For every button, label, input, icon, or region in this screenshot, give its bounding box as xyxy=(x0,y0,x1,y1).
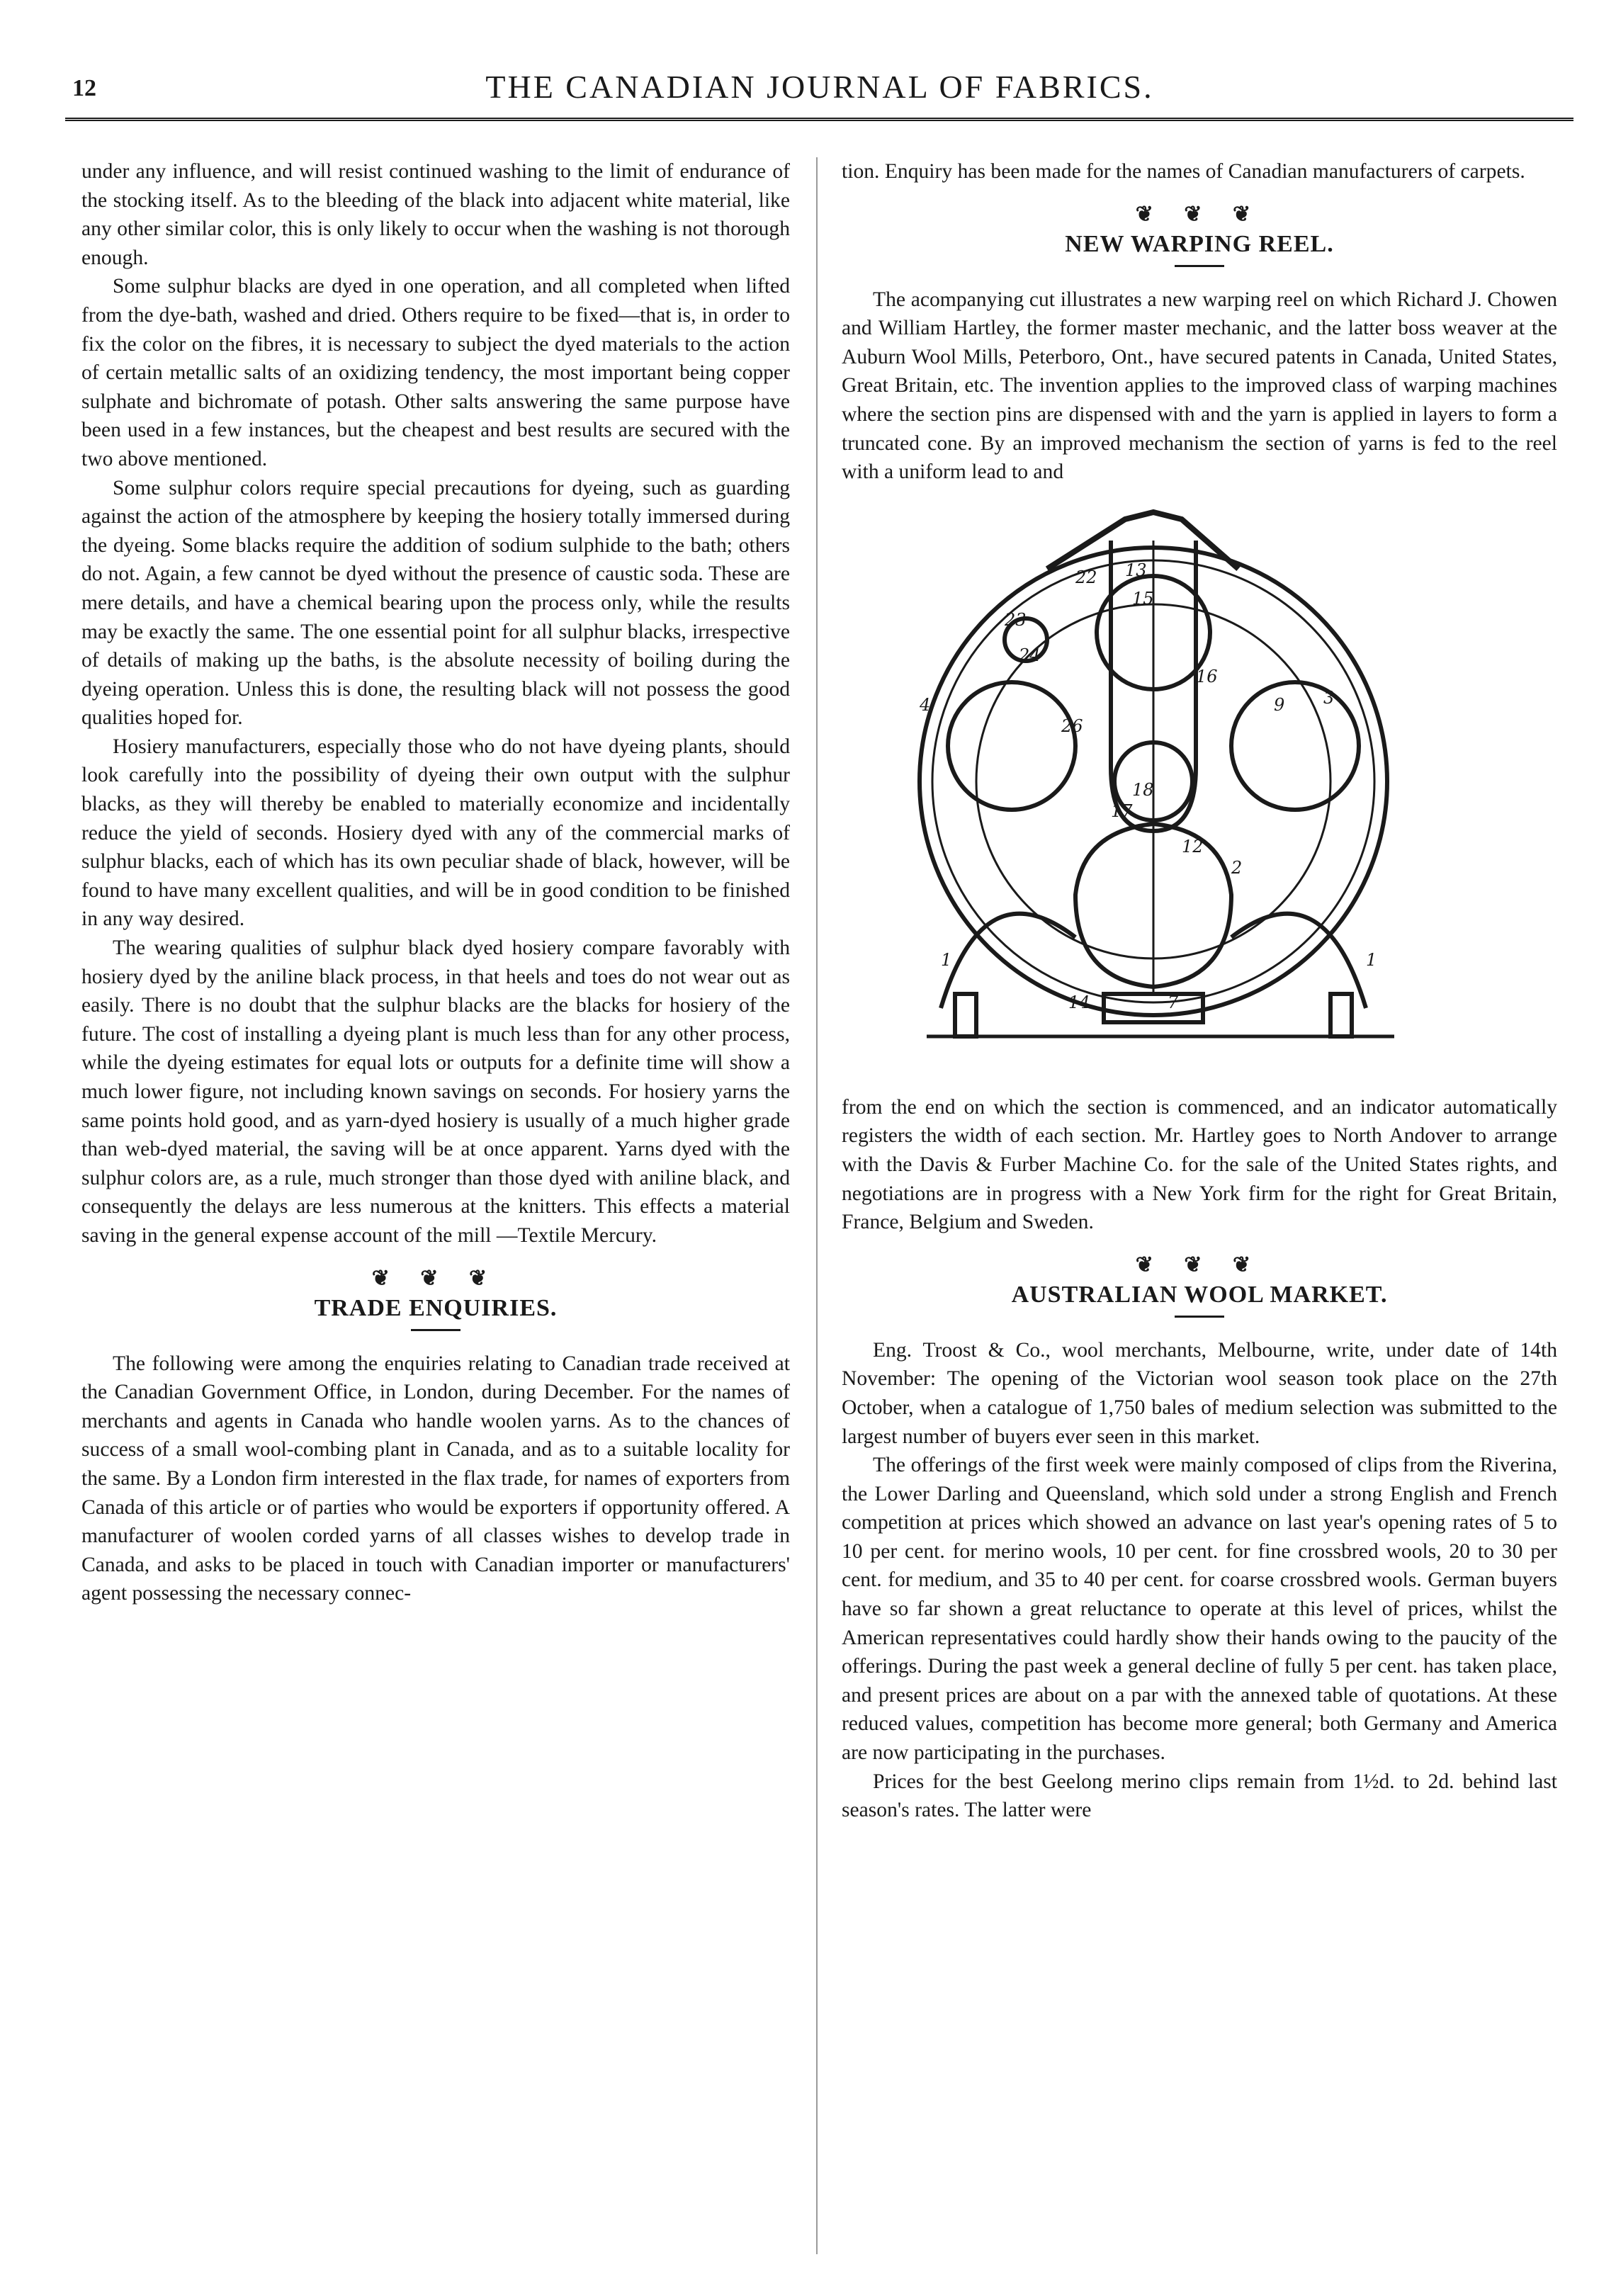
journal-title: THE CANADIAN JOURNAL OF FABRICS. xyxy=(485,69,1154,105)
figure-part-label: 17 xyxy=(1111,801,1133,821)
article-paragraph: The following were among the enquiries relating to Canadian trade received at the Canadian Government Office, in London, during December. For the names of merchants and agents in Canada who handle woolen yarns. As to the chances of success of a small wool-combing plant in Canada, and as to a suitable locality for the same. By a London firm interested in the flax trade, for names of exporters from Canada of this article or of parties who would be exporters if opportunity offered. A manufacturer of woolen corded yarns of all classes wishes to develop trade in Canada, and asks to be placed in touch with Canadian importer or manufacturers' agent possessing the necessary connec- xyxy=(81,1352,790,1605)
figure-part-label: 14 xyxy=(1068,992,1090,1012)
article-paragraph: The wearing qualities of sulphur black dyed hosiery compare favorably with hosiery dyed by the aniline black process, in that heels and toes do not wear out as easily. There is no doubt that the sulphur blacks are the blacks for hosiery of the future. The cost of installing a dyeing plant is much less than for any other process, while the dyeing estimates for equal lots or outputs for a definite time will show a much lower figure, not including known savings on seconds. For hosiery yarns the same points hold good, and as yarn-dyed hosiery is usually of a much higher grade than web-dyed material, the saving will be at once apparent. Yarns dyed with the sulphur colors are, as a rule, much stronger than those dyed with aniline black, and consequently the delays are less numerous at the knitters. This effects a material saving in the general expense account of the mill —Textile Mercury. xyxy=(81,937,790,1247)
reel-window-right xyxy=(1231,682,1359,810)
article-paragraph: Eng. Troost & Co., wool merchants, Melbourne, write, under date of 14th November: The opening of the Victorian wool season took place on the 27th October, when a catalogue of 1,750 bales of medium selection was submitted to the largest number of buyers ever seen in this market. xyxy=(842,1338,1557,1448)
figure-part-label: 12 xyxy=(1182,836,1204,856)
trade-enquiries-heading: TRADE ENQUIRIES. xyxy=(314,1294,558,1321)
figure-part-label: 18 xyxy=(1132,779,1154,800)
left-column xyxy=(81,157,790,2275)
section-ornament: ❦ ❦ ❦ xyxy=(371,1266,500,1290)
figure-part-label: 2 xyxy=(1231,857,1243,878)
figure-part-label: 1 xyxy=(941,949,952,970)
article-paragraph: Prices for the best Geelong merino clips remain from 1½d. to 2d. behind last season's rates. The latter were xyxy=(842,1770,1557,1822)
warping-reel-illustration xyxy=(898,498,1408,1065)
right-column xyxy=(842,157,1557,2275)
article-paragraph: The offerings of the first week were mainly composed of clips from the Riverina, the Lower Darling and Queensland, which sold under a strong English and French competition at prices which showed an advance on last year's opening rates of 5 to 10 per cent. for merino wools, 10 per cent. for fine crossbred wools, 20 to 30 per cent. for medium, and 35 to 40 per cent. for coarse crossbred wools. German buyers have so far shown a great reluctance to operate at this level of prices, whilst the American representatives could hardly show their hands owing to the paucity of the offerings. During the past week a general decline of fully 5 per cent. has taken place, and present prices are about on a par with the annexed table of quotations. At these reduced values, competition has become more general; both Germany and America are now participating in the purchases. xyxy=(842,1454,1557,1765)
right-foot xyxy=(1330,994,1352,1036)
article-paragraph: tion. Enquiry has been made for the names of Canadian manufacturers of carpets. xyxy=(842,160,1525,183)
australian-wool-heading: AUSTRALIAN WOOL MARKET. xyxy=(1011,1281,1388,1308)
base-gearbox xyxy=(1104,994,1203,1022)
article-paragraph: from the end on which the section is commenced, and an indicator automatically registers the width of each section. Mr. Hartley goes to North Andover to arrange with the Davis & Furber Machine Co. for the sale of the United States rights, and negotiations are in progress with a New York firm for the right for Great Britain, France, Belgium and Sweden. xyxy=(842,1095,1557,1234)
figure-part-label: 3 xyxy=(1323,687,1335,708)
heading-rule xyxy=(411,1329,460,1331)
page-header xyxy=(65,68,1574,111)
header-rule xyxy=(65,118,1573,124)
article-paragraph: under any influence, and will resist continued washing to the limit of endurance of the stocking itself. As to the bleeding of the black into adjacent white material, like any other similar color, this is only likely to occur when the washing is not thorough enough. xyxy=(81,160,790,269)
figure-part-label: 16 xyxy=(1196,666,1218,686)
section-ornament: ❦ ❦ ❦ xyxy=(1135,1252,1264,1277)
page-number: 12 xyxy=(72,75,96,101)
warping-reel-heading: NEW WARPING REEL. xyxy=(1065,230,1334,257)
article-paragraph: Some sulphur blacks are dyed in one operation, and all completed when lifted from the dye-bath, washed and dried. Others require to be fixed—that is, in order to fix the color on the fibres, it is necessary to subject the dyed materials to the action of certain metallic salts of an oxidizing tendency, the most important being copper sulphate and bichromate of potash. Other salts answering the same purpose have been used in a few instances, but the cheapest and best results are secured with the two above mentioned. xyxy=(81,275,790,470)
figure-part-label: 4 xyxy=(920,694,931,715)
figure-part-label: 9 xyxy=(1274,694,1285,715)
heading-rule xyxy=(1175,1316,1224,1318)
article-paragraph: Hosiery manufacturers, especially those who do not have dyeing plants, should look carefully into the possibility of dyeing their own output with the sulphur blacks, as they will thereby be enabled to materially economize and incidentally reduce the yield of seconds. Hosiery dyed with any of the commercial marks of sulphur blacks, each of which has its own peculiar shade of black, however, will be found to have many excellent qualities, and will be in good condition to be finished in any way desired. xyxy=(81,735,790,931)
figure-part-label: 23 xyxy=(1005,609,1027,630)
article-paragraph: The acompanying cut illustrates a new warping reel on which Richard J. Chowen and William Hartley, the former master mechanic, and the latter boss weaver at the Auburn Wool Mills, Peterboro, Ont., have secured patents in Canada, United States, Great Britain, etc. The invention applies to the improved class of warping machines where the section pins are dispensed with and the yarn is applied in layers to form a truncated cone. By an improved mechanism the section of yarns is fed to the reel with a uniform lead to and xyxy=(842,288,1557,484)
figure-part-label: 1 xyxy=(1366,949,1377,970)
heading-rule xyxy=(1175,265,1224,267)
figure-part-label: 26 xyxy=(1061,716,1083,736)
section-ornament: ❦ ❦ ❦ xyxy=(1135,202,1264,226)
figure-part-label: 13 xyxy=(1125,560,1147,580)
left-foot xyxy=(955,994,976,1036)
figure-part-label: 7 xyxy=(1168,992,1179,1012)
figure-part-label: 15 xyxy=(1132,588,1154,609)
column-divider xyxy=(816,157,818,2254)
article-paragraph: Some sulphur colors require special precautions for dyeing, such as guarding against the action of the atmosphere by keeping the hosiery totally immersed during the dyeing. Some blacks require the addition of sodium sulphide to the bath; others do not. Again, a few cannot be dyed without the presence of caustic soda. These are mere details, and have a chemical bearing upon the process only, while the results may be exactly the same. The one essential point for all sulphur blacks, irrespective of details of making up the baths, is the absolute necessity of boiling during the dyeing operation. Unless this is done, the resulting black will not possess the good qualities hoped for. xyxy=(81,476,790,730)
warping-reel-figure xyxy=(842,498,1557,1079)
figure-part-label: 24 xyxy=(1019,645,1041,665)
figure-part-label: 22 xyxy=(1075,567,1097,587)
reel-window-left xyxy=(948,682,1075,810)
